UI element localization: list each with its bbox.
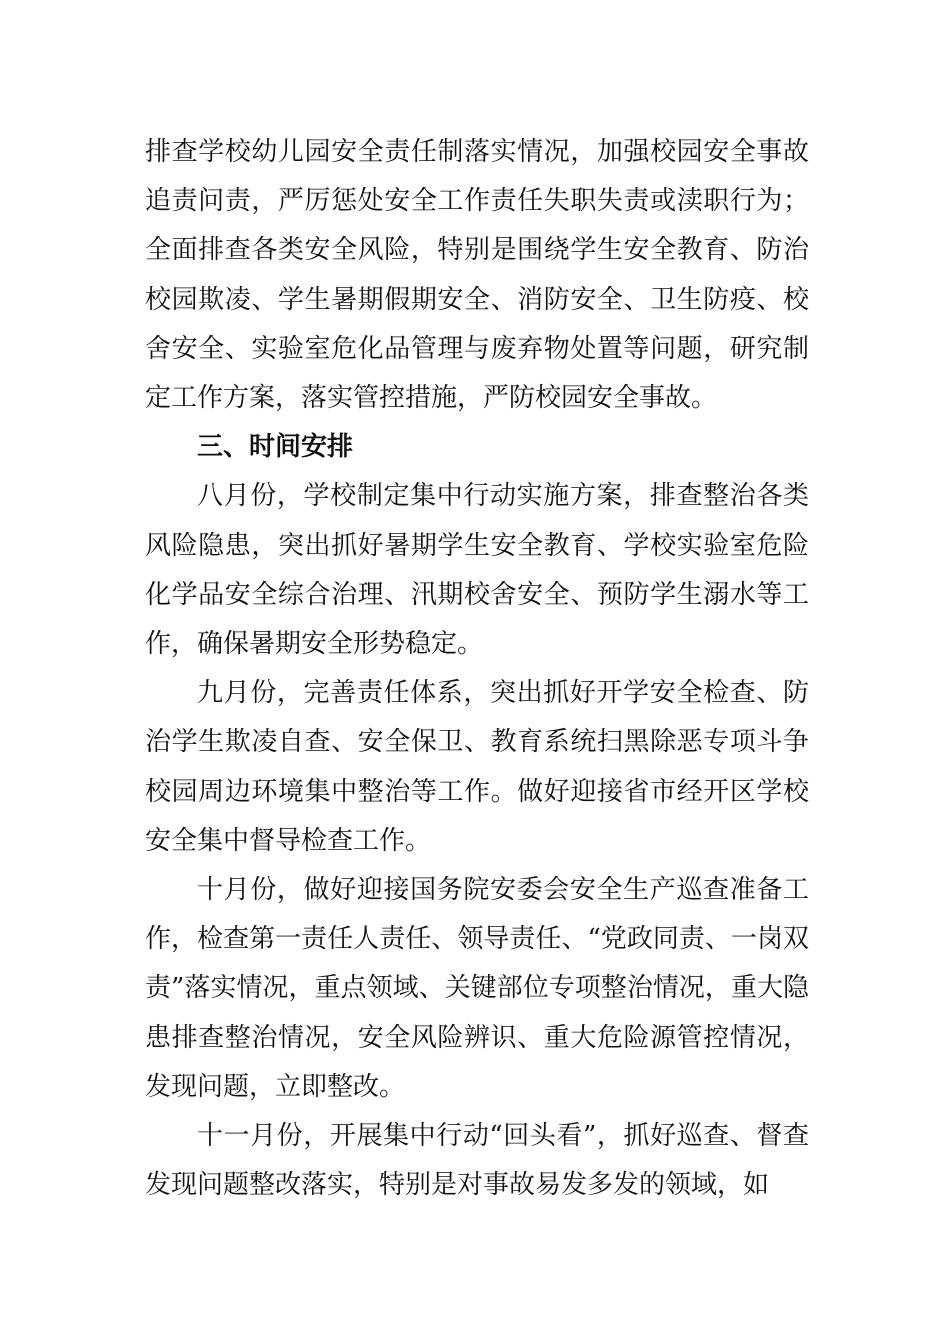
paragraph-august: 八月份，学校制定集中行动实施方案，排查整治各类风险隐患，突出抓好暑期学生安全教育、学校实验室危险化学品安全综合治理、汛期校舍安全、预防学生溺水等工作，确保暑期安全形势稳定。 [145,481,809,660]
section-heading-time-schedule: 三、时间安排 [197,432,354,463]
document-body [145,128,809,1210]
paragraph-september: 九月份，完善责任体系，突出抓好开学安全检查、防治学生欺凌自查、安全保卫、教育系统扫黑除恶专项斗争校园周边环境集中整治等工作。做好迎接省市经开区学校安全集中督导检查工作。 [145,678,809,856]
paragraph-november: 十一月份，开展集中行动“回头看”，抓好巡查、督查发现问题整改落实，特别是对事故易发多发的领域，如 [145,1121,809,1201]
paragraph-continued-intro: 排查学校幼儿园安全责任制落实情况，加强校园安全事故追责问责，严厉惩处安全工作责任失职失责或渎职行为；全面排查各类安全风险，特别是围绕学生安全教育、防治校园欺凌、学生暑期假期安全、消防安全、卫生防疫、校舍安全、实验室危化品管理与废弃物处置等问题，研究制定工作方案，落实管控措施，严防校园安全事故。 [145,137,809,414]
paragraph-october: 十月份，做好迎接国务院安委会安全生产巡查准备工作，检查第一责任人责任、领导责任、“党政同责、一岗双责”落实情况，重点领域、关键部位专项整治情况，重大隐患排查整治情况，安全风险辨识、重大危险源管控情况，发现问题，立即整改。 [145,875,809,1102]
